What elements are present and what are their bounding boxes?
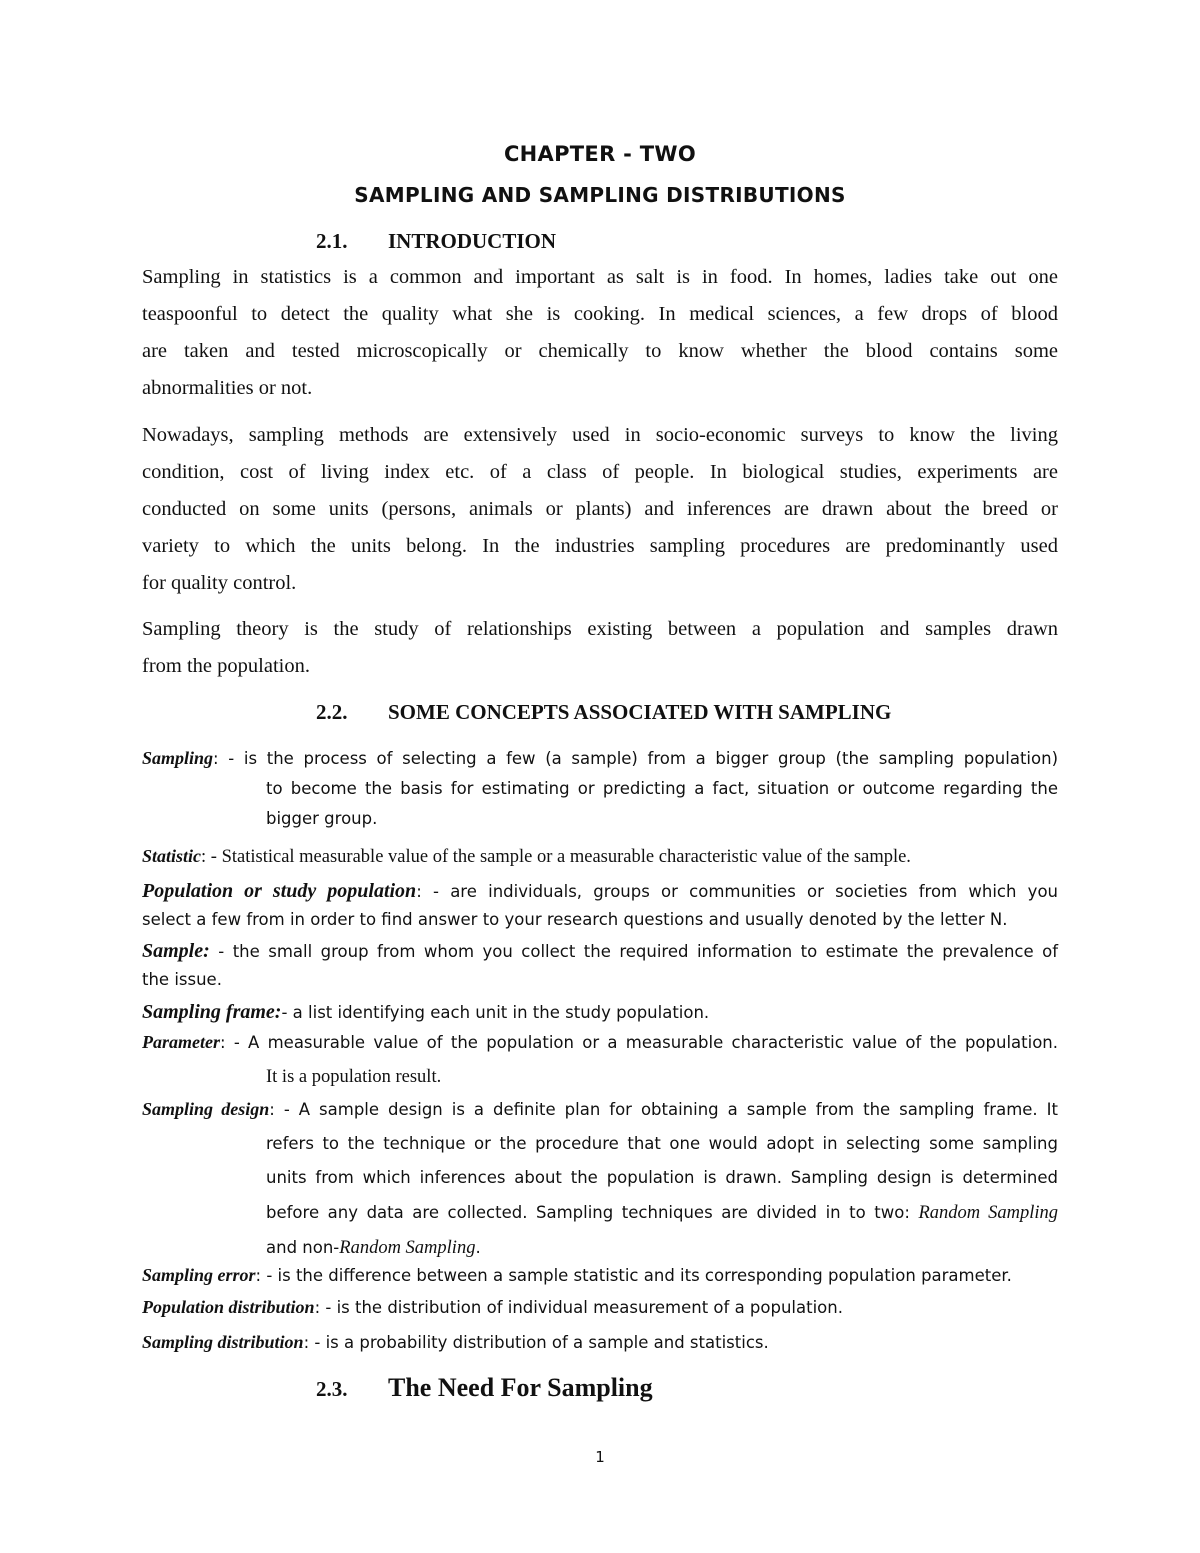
definition-term: Statistic bbox=[142, 846, 202, 866]
definition-text: . bbox=[475, 1238, 481, 1257]
section-title: INTRODUCTION bbox=[388, 229, 557, 253]
paragraph-line: from the population. bbox=[142, 655, 310, 677]
definition-separator: : - bbox=[213, 749, 235, 768]
section-number: 2.3. bbox=[316, 1377, 348, 1401]
paragraph-line: condition, cost of living index etc. of a class of people. In biological studies, experiments are bbox=[142, 461, 1058, 483]
definition-separator: : - bbox=[303, 1333, 321, 1352]
definition-text: the small group from whom you collect the required information to estimate the prevalence of bbox=[224, 942, 1059, 961]
definition-separator: - bbox=[209, 942, 225, 961]
definition-sample bbox=[142, 937, 1058, 994]
definition-population bbox=[142, 877, 1058, 934]
definition-text: is the process of selecting a few (a sample) from a bigger group (the sampling population) bbox=[234, 749, 1059, 768]
definition-population-distribution bbox=[142, 1292, 1058, 1323]
section-title: The Need For Sampling bbox=[388, 1373, 653, 1402]
definition-term: Sampling distribution bbox=[142, 1332, 304, 1352]
paragraph-line: for quality control. bbox=[142, 572, 297, 594]
definition-line bbox=[142, 841, 1058, 872]
definition-text: is the distribution of individual measurement of a population. bbox=[331, 1298, 843, 1317]
definition-text: is the difference between a sample statistic and its corresponding population parameter. bbox=[272, 1266, 1012, 1285]
paragraph-line: variety to which the units belong. In the industries sampling procedures are predominantly used bbox=[142, 535, 1058, 557]
definition-term: Sample: bbox=[142, 940, 210, 962]
section-number: 2.1. bbox=[316, 229, 348, 253]
definition-separator: - bbox=[281, 1003, 288, 1022]
paragraph-line: conducted on some units (persons, animals or plants) and inferences are drawn about the breed or bbox=[142, 498, 1058, 520]
section-number: 2.2. bbox=[316, 700, 348, 724]
definition-separator: : - bbox=[269, 1100, 290, 1119]
definition-line bbox=[142, 1260, 1058, 1291]
definition-line: refers to the technique or the procedure that one would adopt in selecting some sampling bbox=[266, 1134, 1058, 1153]
definition-line: the issue. bbox=[142, 970, 222, 989]
definition-term: Sampling bbox=[142, 748, 214, 768]
paragraph-line: Sampling in statistics is a common and important as salt is in food. In homes, ladies take out one bbox=[142, 266, 1058, 288]
section-heading-need-for-sampling bbox=[316, 1373, 653, 1403]
definition-line bbox=[142, 1025, 1058, 1060]
definition-sampling bbox=[142, 743, 1058, 834]
definition-term: Population or study population bbox=[142, 880, 417, 902]
definition-separator: : - bbox=[314, 1298, 332, 1317]
definition-line: to become the basis for estimating or predicting a fact, situation or outcome regarding the bbox=[266, 779, 1058, 798]
definition-term: Population distribution bbox=[142, 1297, 315, 1317]
definition-sampling-design bbox=[142, 1092, 1058, 1265]
paragraph-line: Nowadays, sampling methods are extensively used in socio-economic surveys to know the living bbox=[142, 424, 1058, 446]
definition-text: before any data are collected. Sampling techniques are divided in to two: bbox=[266, 1203, 919, 1222]
definition-separator: : - bbox=[201, 847, 217, 867]
definition-text: A measurable value of the population or a measurable characteristic value of the population. bbox=[239, 1033, 1058, 1052]
definition-term: Sampling design bbox=[142, 1099, 270, 1119]
definition-text: are individuals, groups or communities or societies from which you bbox=[438, 882, 1058, 901]
definition-line bbox=[142, 743, 1058, 774]
definition-line bbox=[142, 997, 1058, 1028]
definition-text: A sample design is a definite plan for obtaining a sample from the sampling frame. It bbox=[289, 1100, 1058, 1119]
intro-paragraph-3 bbox=[142, 611, 1058, 685]
definition-statistic bbox=[142, 841, 1058, 872]
definition-line: select a few from in order to find answer to your research questions and usually denoted by the letter N. bbox=[142, 910, 1008, 929]
page-number: 1 bbox=[595, 1448, 605, 1466]
definition-line bbox=[142, 877, 1058, 906]
definition-emphasis: Random Sampling bbox=[339, 1238, 476, 1258]
paragraph-line: abnormalities or not. bbox=[142, 377, 313, 399]
section-title: SOME CONCEPTS ASSOCIATED WITH SAMPLING bbox=[388, 700, 892, 724]
definition-emphasis: Random Sampling bbox=[918, 1203, 1058, 1223]
paragraph-line: are taken and tested microscopically or chemically to know whether the blood contains some bbox=[142, 340, 1058, 362]
definition-parameter bbox=[142, 1025, 1058, 1094]
definition-sampling-frame bbox=[142, 997, 1058, 1028]
paragraph-line: teaspoonful to detect the quality what she is cooking. In medical sciences, a few drops of blood bbox=[142, 303, 1058, 325]
definition-text: a list identifying each unit in the study population. bbox=[287, 1003, 710, 1022]
definition-line bbox=[142, 1195, 1058, 1230]
definition-term: Sampling frame: bbox=[142, 1001, 282, 1023]
definition-line bbox=[142, 1092, 1058, 1127]
definition-separator: : - bbox=[416, 882, 439, 901]
definition-text: and non- bbox=[266, 1238, 340, 1257]
definition-term: Sampling error bbox=[142, 1265, 256, 1285]
intro-paragraph-1 bbox=[142, 259, 1058, 407]
paragraph-line: Sampling theory is the study of relationships existing between a population and samples drawn bbox=[142, 618, 1058, 640]
section-heading-concepts bbox=[316, 700, 891, 725]
chapter-title: CHAPTER - TWO bbox=[503, 142, 697, 166]
definition-sampling-distribution bbox=[142, 1327, 1058, 1358]
chapter-subtitle: SAMPLING AND SAMPLING DISTRIBUTIONS bbox=[354, 183, 846, 207]
definition-line: It is a population result. bbox=[266, 1067, 442, 1087]
definition-separator: : - bbox=[220, 1033, 240, 1052]
definition-line bbox=[142, 1327, 1058, 1358]
definition-sampling-error bbox=[142, 1260, 1058, 1291]
definition-line bbox=[142, 1292, 1058, 1323]
intro-paragraph-2 bbox=[142, 417, 1058, 602]
definition-line: bigger group. bbox=[266, 809, 378, 828]
section-heading-introduction bbox=[316, 229, 556, 254]
definition-line bbox=[142, 937, 1058, 966]
definition-text: is a probability distribution of a sample and statistics. bbox=[320, 1333, 769, 1352]
definition-separator: : - bbox=[255, 1266, 273, 1285]
definition-line: units from which inferences about the population is drawn. Sampling design is determined bbox=[266, 1168, 1058, 1187]
definition-text: Statistical measurable value of the sample or a measurable characteristic value of the sample. bbox=[216, 847, 911, 867]
definition-term: Parameter bbox=[142, 1032, 220, 1052]
